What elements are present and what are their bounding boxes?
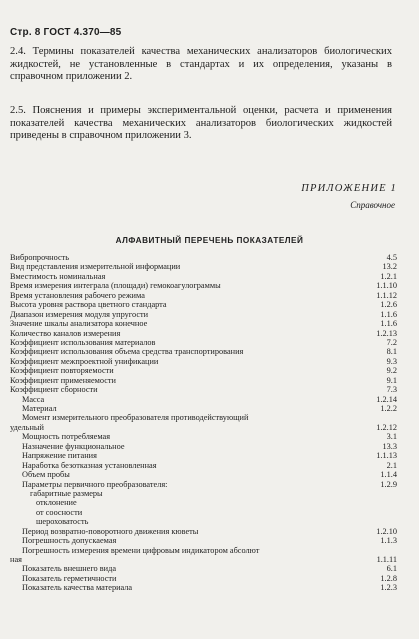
entry-label: ная — [10, 555, 22, 564]
entry-code: 6.1 — [386, 564, 397, 574]
index-entry — [0, 319, 419, 328]
index-entry — [0, 253, 419, 262]
entry-code: 1.2.8 — [380, 573, 397, 583]
index-list — [0, 253, 419, 593]
index-entry — [0, 329, 419, 338]
paragraph-2-4: 2.4. Термины показателей качества механических анализаторов биологических жидкостей, не установленные в стандартах и их определения, указаны в справочном приложении 2. — [10, 46, 392, 83]
entry-code: 1.1.6 — [380, 309, 397, 319]
entry-code: 3.1 — [386, 432, 397, 442]
index-entry — [0, 470, 419, 479]
entry-label: шероховатость — [36, 517, 89, 527]
paragraph-2-5: 2.5. Пояснения и примеры экспериментальной оценки, расчета и применения показателей качества механических анализаторов биологических жидкостей приведены в справочном приложении 3. — [10, 105, 392, 142]
entry-code: 1.1.12 — [376, 290, 397, 300]
index-entry — [0, 480, 419, 489]
entry-label: Погрешность измерения времени цифровым индикатором абсолют — [22, 545, 260, 555]
index-entry — [0, 517, 419, 526]
entry-code: 1.2.1 — [380, 271, 397, 281]
entry-label: Показатель внешнего вида — [22, 564, 117, 574]
index-entry — [0, 583, 419, 592]
entry-label: Значение шкалы анализатора конечное — [10, 319, 148, 329]
entry-code: 1.1.4 — [380, 470, 397, 480]
entry-code: 1.2.14 — [376, 394, 397, 404]
entry-code: 1.1.6 — [380, 319, 397, 329]
index-entry — [0, 498, 419, 507]
entry-label: Коэффициент межпроектной унификации — [10, 356, 159, 366]
index-entry — [0, 413, 419, 422]
index-entry — [0, 347, 419, 356]
index-entry — [0, 423, 419, 432]
entry-label: габаритные размеры — [30, 488, 103, 498]
entry-label: Параметры первичного преобразователя: — [22, 479, 168, 489]
index-entry — [0, 357, 419, 366]
index-entry — [0, 404, 419, 413]
index-entry — [0, 310, 419, 319]
entry-label: Коэффициент использования материалов — [10, 337, 156, 347]
entry-code: 1.2.10 — [376, 526, 397, 536]
entry-code: 13.2 — [382, 262, 397, 272]
index-entry — [0, 432, 419, 441]
entry-code: 1.1.11 — [376, 555, 397, 564]
entry-label: Вибропрочность — [10, 253, 70, 262]
index-entry — [0, 527, 419, 536]
index-entry — [0, 272, 419, 281]
entry-code: 4.5 — [386, 253, 397, 262]
entry-label: Наработка безотказная установленная — [22, 460, 157, 470]
index-entry — [0, 376, 419, 385]
entry-code: 9.1 — [386, 375, 397, 385]
index-entry — [0, 508, 419, 517]
entry-code: 1.2.3 — [380, 583, 397, 593]
index-entry — [0, 291, 419, 300]
entry-label: Время установления рабочего режима — [10, 290, 145, 300]
entry-label: от соосности — [36, 507, 83, 517]
index-entry — [0, 461, 419, 470]
index-entry — [0, 574, 419, 583]
index-entry — [0, 300, 419, 309]
entry-code: 9.3 — [386, 356, 397, 366]
appendix-subtitle: Справочное — [350, 200, 395, 210]
entry-label: Назначение функциональное — [22, 441, 125, 451]
entry-label: Коэффициент сборности — [10, 385, 98, 395]
entry-label: Количество каналов измерения — [10, 328, 121, 338]
entry-code: 1.2.2 — [380, 404, 397, 413]
index-entry — [0, 564, 419, 573]
entry-code: 1.2.12 — [376, 422, 397, 432]
entry-label: Показатель герметичности — [22, 573, 117, 583]
entry-code: 1.2.13 — [376, 328, 397, 338]
entry-label: Момент измерительного преобразователя противодействующий — [22, 413, 249, 423]
index-entry — [0, 451, 419, 460]
entry-label: Материал — [22, 404, 57, 413]
entry-label: Вид представления измерительной информации — [10, 262, 181, 272]
index-entry — [0, 281, 419, 290]
index-entry — [0, 395, 419, 404]
entry-code: 1.2.9 — [380, 479, 397, 489]
entry-code: 2.1 — [386, 460, 397, 470]
entry-code: 8.1 — [386, 347, 397, 357]
entry-label: Коэффициент применяемости — [10, 375, 116, 385]
entry-code: 7.3 — [386, 385, 397, 395]
entry-code: 1.1.3 — [380, 536, 397, 546]
entry-code: 9.2 — [386, 366, 397, 376]
index-entry — [0, 536, 419, 545]
index-entry — [0, 262, 419, 271]
entry-label: удельный — [10, 422, 44, 432]
entry-label: Коэффициент повторяемости — [10, 366, 114, 376]
entry-label: Объем пробы — [22, 470, 70, 480]
index-entry — [0, 385, 419, 394]
entry-code: 1.1.13 — [376, 451, 397, 461]
index-entry — [0, 442, 419, 451]
index-entry — [0, 366, 419, 375]
entry-label: Диапазон измерения модуля упругости — [10, 309, 149, 319]
entry-code: 13.3 — [382, 441, 397, 451]
entry-code: 1.1.10 — [376, 281, 397, 291]
entry-code: 7.2 — [386, 337, 397, 347]
entry-label: Напряжение питания — [22, 451, 97, 461]
index-title: АЛФАВИТНЫЙ ПЕРЕЧЕНЬ ПОКАЗАТЕЛЕЙ — [115, 236, 304, 245]
entry-label: Погрешность допускаемая — [22, 536, 117, 546]
entry-label: Масса — [22, 394, 45, 404]
entry-label: Показатель качества материала — [22, 583, 133, 593]
entry-label: Мощность потребляемая — [22, 432, 111, 442]
index-entry — [0, 555, 419, 564]
index-entry — [0, 489, 419, 498]
entry-label: Вместимость номинальная — [10, 271, 106, 281]
index-entry — [0, 546, 419, 555]
entry-label: Период возвратно-поворотного движения кюветы — [22, 526, 199, 536]
entry-label: Коэффициент использования объема средства транспортирования — [10, 347, 244, 357]
entry-code: 1.2.6 — [380, 300, 397, 310]
entry-label: Высота уровня раствора цветного стандарта — [10, 300, 167, 310]
index-entry — [0, 338, 419, 347]
appendix-title: ПРИЛОЖЕНИЕ 1 — [301, 183, 397, 194]
entry-label: Время измерения интеграла (площади) гемокоагулограммы — [10, 281, 221, 291]
page-header: Стр. 8 ГОСТ 4.370—85 — [10, 27, 122, 38]
entry-label: отклонение — [36, 498, 77, 508]
